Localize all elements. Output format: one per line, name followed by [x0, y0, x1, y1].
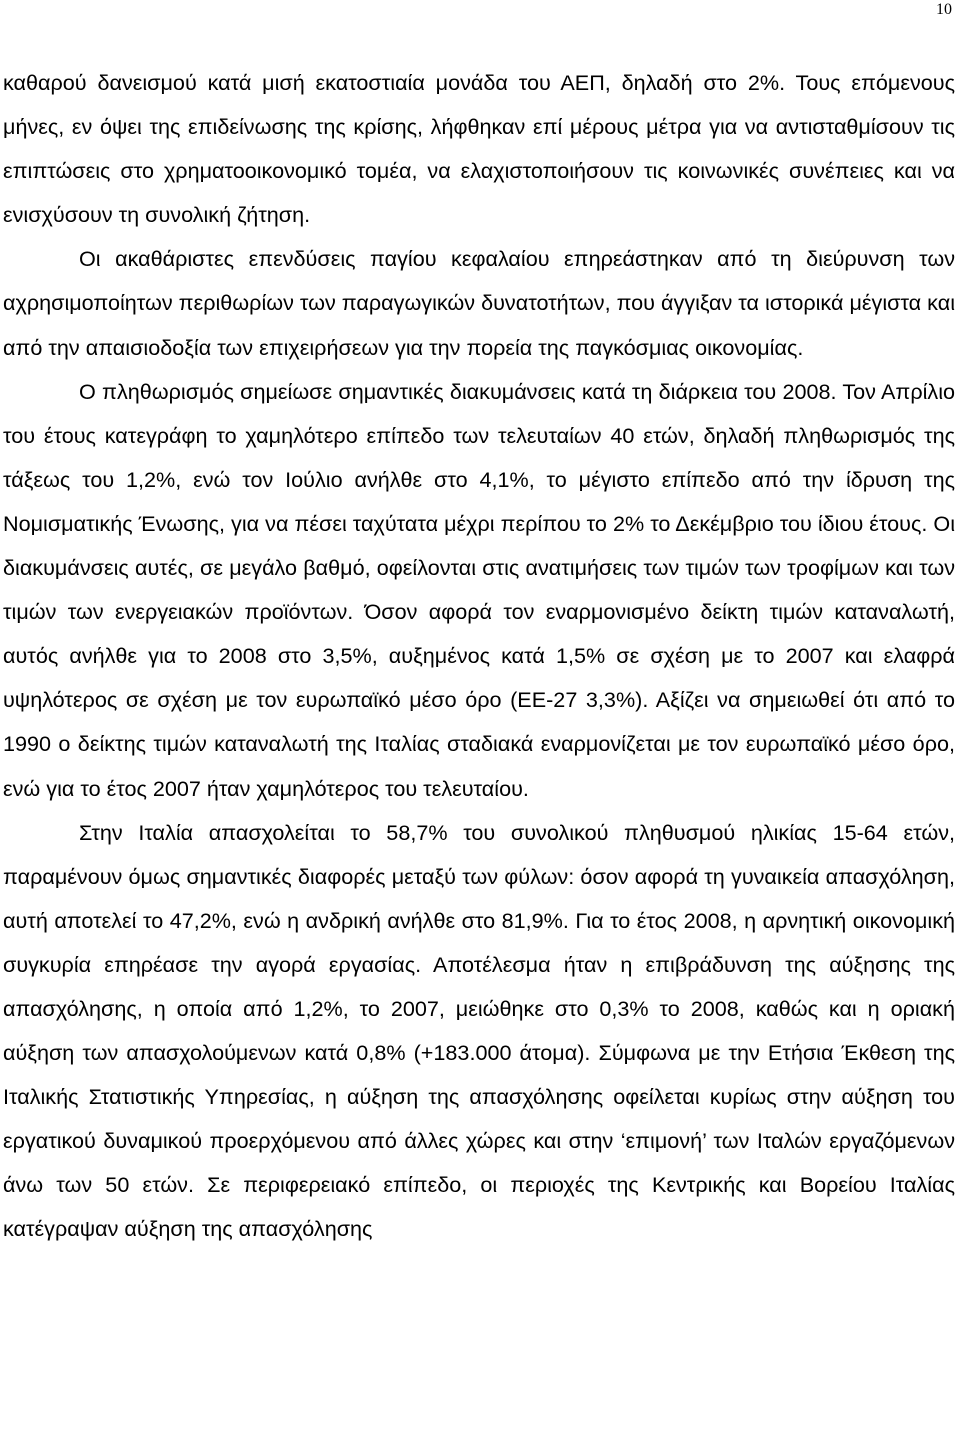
paragraph-employment: Στην Ιταλία απασχολείται το 58,7% του συνολικού πληθυσμού ηλικίας 15-64 ετών, παραμένουν όμως σημαντικές διαφορές μεταξύ των φύλων: όσον αφορά τη γυναικεία απασχόληση, αυτή αποτελεί το 47,2%, ενώ η ανδρική ανήλθε στο 81,9%. Για το έτος 2008, η αρνητική οικονομική συγκυρία επηρέασε την αγορά εργασίας. Αποτέλεσμα ήταν η επιβράδυνση της αύξησης της απασχόλησης, η οποία από 1,2%, το 2007, μειώθηκε στο 0,3% το 2008, καθώς και η οριακή αύξηση των απασχολούμενων κατά 0,8% (+183.000 άτομα). Σύμφωνα με την Ετήσια Έκθεση της Ιταλικής Στατιστικής Υπηρεσίας, η αύξηση της απασχόλησης οφείλεται κυρίως στην αύξηση του εργατικού δυναμικού προερχόμενου από άλλες χώρες και στην ‘επιμονή’ των Ιταλών εργαζόμενων άνω των 50 ετών. Σε περιφερειακό επίπεδο, οι περιοχές της Κεντρικής και Βορείου Ιταλίας κατέγραψαν αύξηση της απασχόλησης — [3, 819, 955, 1242]
page-number: 10 — [936, 1, 952, 18]
paragraph-investments: Οι ακαθάριστες επενδύσεις παγίου κεφαλαίου επηρεάστηκαν από τη διεύρυνση των αχρησιμοποίητων περιθωρίων των παραγωγικών δυνατοτήτων, που άγγιξαν τα ιστορικά μέγιστα και από την απαισιοδοξία των επιχειρήσεων για την πορεία της παγκόσμιας οικονομίας. — [3, 246, 955, 360]
paragraph-continuation: καθαρού δανεισμού κατά μισή εκατοστιαία μονάδα του ΑΕΠ, δηλαδή στο 2%. Τους επόμενους μήνες, εν όψει της επιδείνωσης της κρίσης, λήφθηκαν επί μέρους μέτρα για να αντισταθμίσουν τις επιπτώσεις στο χρηματοοικονομικό τομέα, να ελαχιστοποιήσουν τις κοινωνικές συνέπειες και να ενισχύσουν τη συνολική ζήτηση. — [3, 70, 955, 228]
paragraph-inflation: Ο πληθωρισμός σημείωσε σημαντικές διακυμάνσεις κατά τη διάρκεια του 2008. Τον Απρίλιο του έτους κατεγράφη το χαμηλότερο επίπεδο των τελευταίων 40 ετών, δηλαδή πληθωρισμός της τάξεως του 1,2%, ενώ τον Ιούλιο ανήλθε στο 4,1%, το μέγιστο επίπεδο από την ίδρυση της Νομισματικής Ένωσης, για να πέσει ταχύτατα μέχρι περίπου το 2% το Δεκέμβριο του ίδιου έτους. Οι διακυμάνσεις αυτές, σε μεγάλο βαθμό, οφείλονται στις ανατιμήσεις των τιμών των τροφίμων και των τιμών των ενεργειακών προϊόντων. Όσον αφορά τον εναρμονισμένο δείκτη τιμών καταναλωτή, αυτός ανήλθε για το 2008 στο 3,5%, αυξημένος κατά 1,5% σε σχέση με το 2007 και ελαφρά υψηλότερος σε σχέση με τον ευρωπαϊκό μέσο όρο (ΕΕ-27 3,3%). Αξίζει να σημειωθεί ότι από το 1990 ο δείκτης τιμών καταναλωτή της Ιταλίας σταδιακά εναρμονίζεται με τον ευρωπαϊκό μέσο όρο, ενώ για το έτος 2007 ήταν χαμηλότερος του τελευταίου. — [3, 378, 955, 801]
document-body — [3, 61, 955, 1252]
